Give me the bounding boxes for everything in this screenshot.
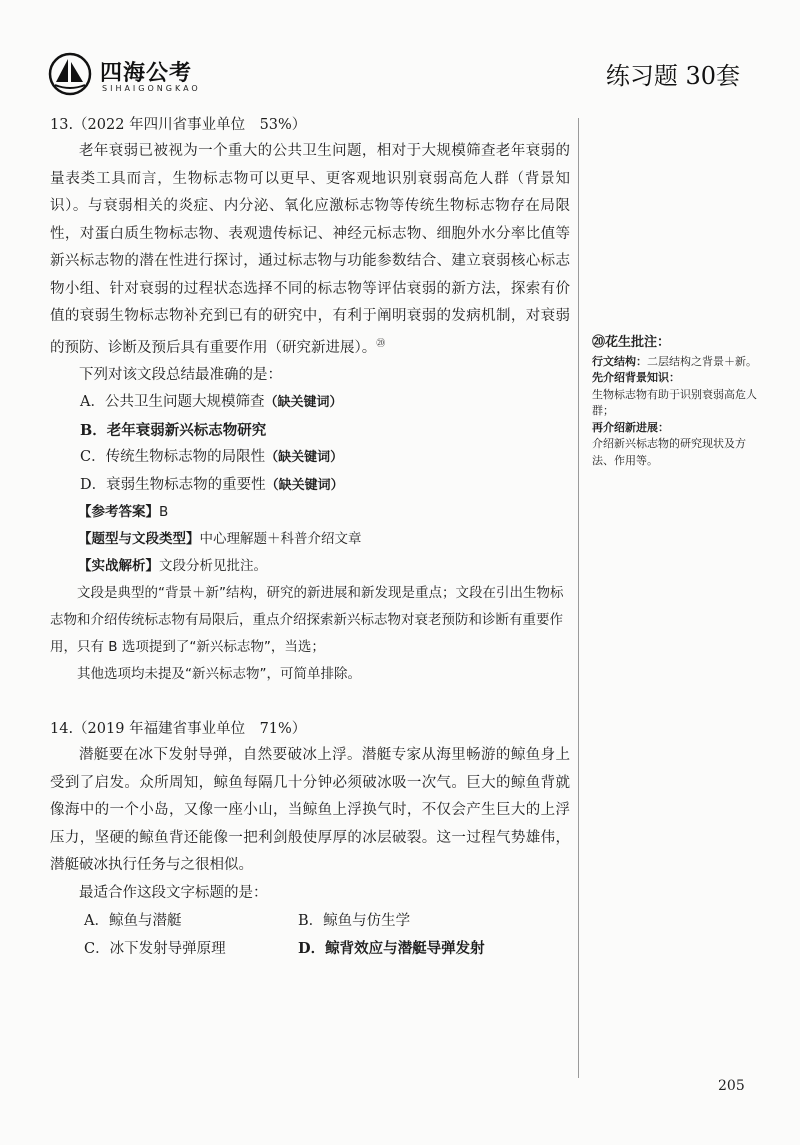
question-13-prompt: 下列对该文段总结最准确的是： (79, 366, 282, 383)
annotation-marker: ⑳ (376, 338, 386, 349)
analysis-tag: 【实战解析】 (78, 558, 159, 575)
annotation-title: ⑳花生批注： (592, 335, 671, 350)
annotation-label: 再介绍新进展： (592, 420, 669, 434)
question-14-option-d: D．鲸背效应与潜艇导弹发射 (298, 940, 485, 958)
sailboat-logo-icon (48, 52, 92, 96)
type-value: 中心理解题＋科普介绍文章 (199, 531, 362, 548)
analysis-heading (50, 553, 570, 580)
answer-value: B (159, 504, 169, 521)
question-14-option-c: C．冰下发射导弹原理 (84, 941, 226, 958)
annotation-text: 生物标志物有助于识别衰弱高危人群； (592, 387, 757, 417)
option-hint: （缺关键词） (264, 395, 343, 411)
brand-name: 四海公考 (100, 61, 193, 86)
page-number: 205 (718, 1078, 745, 1094)
option-hint: （缺关键词） (265, 477, 344, 493)
question-13-option-a (50, 389, 570, 417)
annotation-structure (592, 354, 762, 371)
question-14-options (50, 907, 570, 963)
annotation-background (592, 370, 762, 420)
page-header (48, 48, 748, 104)
option-hint: （缺关键词） (265, 450, 344, 466)
question-14-passage: 潜艇要在冰下发射导弹，自然要破冰上浮。潜艇专家从海里畅游的鲸鱼身上受到了启发。众所周知，鲸鱼每隔几十分钟必须破冰吸一次气。巨大的鲸鱼背就像海中的一个小岛，又像一座小山，当鲸鱼上浮换气时，不仅会产生巨大的上浮压力，坚硬的鲸鱼背还能像一把利剑般使厚厚的冰层破裂。这一过程气势雄伟，潜艇破冰执行任务与之很相似。 (50, 747, 570, 874)
option-text: C．传统生物标志物的局限性 (80, 449, 266, 466)
question-13-option-b: B．老年衰弱新兴标志物研究 (80, 421, 267, 439)
annotation-label: 先介绍背景知识： (592, 371, 680, 384)
analysis-paragraph-1: 文段是典型的“背景＋新”结构，研究的新进展和新发现是重点；文段在引出生物标志物和介绍传统标志物有局限后，重点介绍探索新兴标志物对衰老预防和诊断有重要作用，只有 B 选项提到了“新兴标志物”，当选； (50, 585, 564, 656)
question-14-heading: 14.（2019 年福建省事业单位 71%） (50, 721, 307, 738)
main-content (50, 112, 570, 963)
type-tag: 【题型与文段类型】 (78, 531, 200, 548)
margin-divider (578, 118, 579, 1078)
question-13-heading: 13.（2022 年四川省事业单位 53%） (50, 117, 307, 133)
question-13-option-c (50, 444, 570, 472)
question-14-option-a: A．鲸鱼与潜艇 (84, 913, 182, 930)
annotation-label: 行文结构： (592, 354, 647, 368)
reference-answer (50, 499, 570, 526)
question-type (50, 526, 570, 553)
question-14-option-b: B．鲸鱼与仿生学 (298, 913, 411, 930)
question-13-option-d (50, 472, 570, 500)
question-13-passage-text: 老年衰弱已被视为一个重大的公共卫生问题，相对于大规模筛查老年衰弱的量表类工具而言，生物标志物可以更早、更客观地识别衰弱高危人群（背景知识）。与衰弱相关的炎症、内分泌、氧化应激标志物等传统生物标志物存在局限性，对蛋白质生物标志物、表观遗传标记、神经元标志物、细胞外水分率比值等新兴标志物的潜在性进行探讨，通过标志物与功能参数结合、建立衰弱核心标志物小组、针对衰弱的过程状态选择不同的标志物等评估衰弱的新方法，探索有价值的衰弱生物标志物补充到已有的研究中，有利于阐明衰弱的发病机制，对衰弱的预防、诊断及预后具有重要作用（研究新进展）。 (50, 143, 570, 356)
option-text: A．公共卫生问题大规模筛查 (80, 394, 265, 411)
analysis-paragraph-2: 其他选项均未提及“新兴标志物”，可简单排除。 (77, 666, 361, 683)
annotation-text: 二层结构之背景＋新。 (647, 354, 757, 368)
answer-tag: 【参考答案】 (78, 504, 159, 521)
annotation-sidebar (592, 335, 762, 469)
analysis-value: 文段分析见批注。 (159, 558, 267, 575)
question-14-prompt: 最适合作这段文字标题的是： (79, 884, 268, 901)
question-13-passage (50, 138, 570, 362)
option-text: D．衰弱生物标志物的重要性 (80, 476, 266, 493)
annotation-progress (592, 420, 762, 470)
book-title: 练习题 30套 (605, 62, 740, 90)
brand-subtitle: SIHAIGONGKAO (102, 84, 201, 93)
annotation-text: 介绍新兴标志物的研究现状及方法、作用等。 (592, 437, 746, 467)
